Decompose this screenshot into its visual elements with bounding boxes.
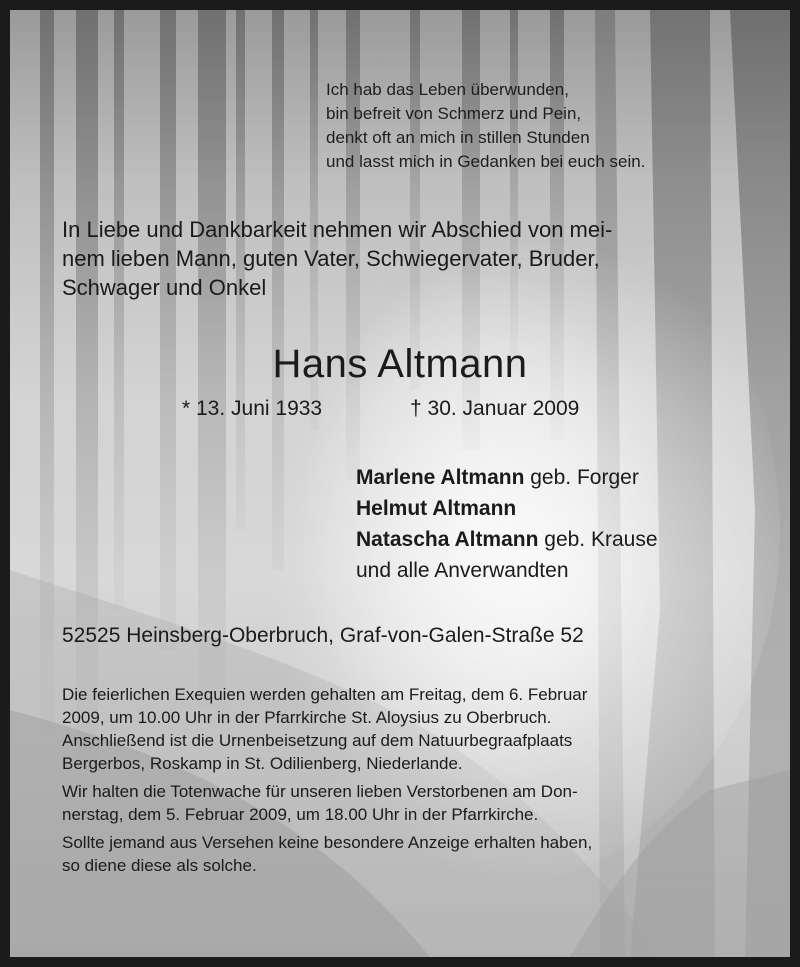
paragraph-line: [62, 706, 742, 729]
totenwache-paragraph: [62, 780, 742, 826]
paragraph-line: [62, 803, 742, 826]
paragraph-line-text: so diene diese als solche.: [62, 856, 257, 875]
mourner-note: geb. Forger: [524, 466, 639, 489]
poem-line: denkt oft an mich in stillen Stunden: [326, 128, 590, 147]
intro-line: [62, 244, 752, 273]
notice-content: [10, 10, 790, 957]
paragraph-line-text: Anschließend ist die Urnenbeisetzung auf dem Natuurbegraafplaats: [62, 731, 573, 750]
paragraph-line-text: Die feierlichen Exequien werden gehalten am Freitag, dem 6. Februar: [62, 685, 588, 704]
paragraph-line-text: Bergerbos, Roskamp in St. Odilienberg, Niederlande.: [62, 754, 463, 773]
farewell-intro: [62, 215, 752, 302]
deceased-name: Hans Altmann: [272, 342, 528, 386]
intro-line: Schwager und Onkel: [62, 275, 267, 300]
paragraph-line: [62, 683, 742, 706]
intro-line-text: nem lieben Mann, guten Vater, Schwiegervater, Bruder,: [62, 246, 600, 271]
mourner-entry: [356, 462, 658, 493]
paragraph-line: [62, 752, 742, 775]
mourners-closing: und alle Anverwandten: [356, 559, 569, 582]
paragraph-line: [62, 780, 742, 803]
paragraph-line: [62, 831, 742, 854]
death-date: † 30. Januar 2009: [410, 397, 580, 420]
mourner-entry: [356, 493, 658, 524]
poem-line: Ich hab das Leben überwunden,: [326, 80, 569, 99]
mourner-name: Marlene Altmann: [356, 466, 525, 489]
mourner-name: Natascha Altmann: [356, 528, 539, 551]
anzeige-paragraph: [62, 831, 742, 877]
birth-date: * 13. Juni 1933: [182, 397, 323, 420]
mourner-note: geb. Krause: [538, 528, 658, 551]
mourners-list: [356, 462, 658, 586]
family-address: 52525 Heinsberg-Oberbruch, Graf-von-Galen-Straße 52: [62, 624, 584, 647]
intro-line: [62, 215, 752, 244]
paragraph-line-text: 2009, um 10.00 Uhr in der Pfarrkirche St. Aloysius zu Oberbruch.: [62, 708, 552, 727]
paragraph-line-text: Wir halten die Totenwache für unseren lieben Verstorbenen am Don-: [62, 782, 578, 801]
poem-line: bin befreit von Schmerz und Pein,: [326, 104, 582, 123]
poem-line: und lasst mich in Gedanken bei euch sein.: [326, 152, 646, 171]
exequien-paragraph: [62, 683, 742, 775]
paragraph-line: [62, 854, 742, 877]
mourner-entry: [356, 524, 658, 555]
paragraph-line: [62, 729, 742, 752]
service-details: [62, 683, 742, 882]
intro-line-text: In Liebe und Dankbarkeit nehmen wir Abschied von mei-: [62, 217, 613, 242]
paragraph-line-text: Sollte jemand aus Versehen keine besondere Anzeige erhalten haben,: [62, 833, 593, 852]
poem: [326, 78, 645, 174]
paragraph-line-text: nerstag, dem 5. Februar 2009, um 18.00 Uhr in der Pfarrkirche.: [62, 805, 539, 824]
mourner-name: Helmut Altmann: [356, 497, 517, 520]
